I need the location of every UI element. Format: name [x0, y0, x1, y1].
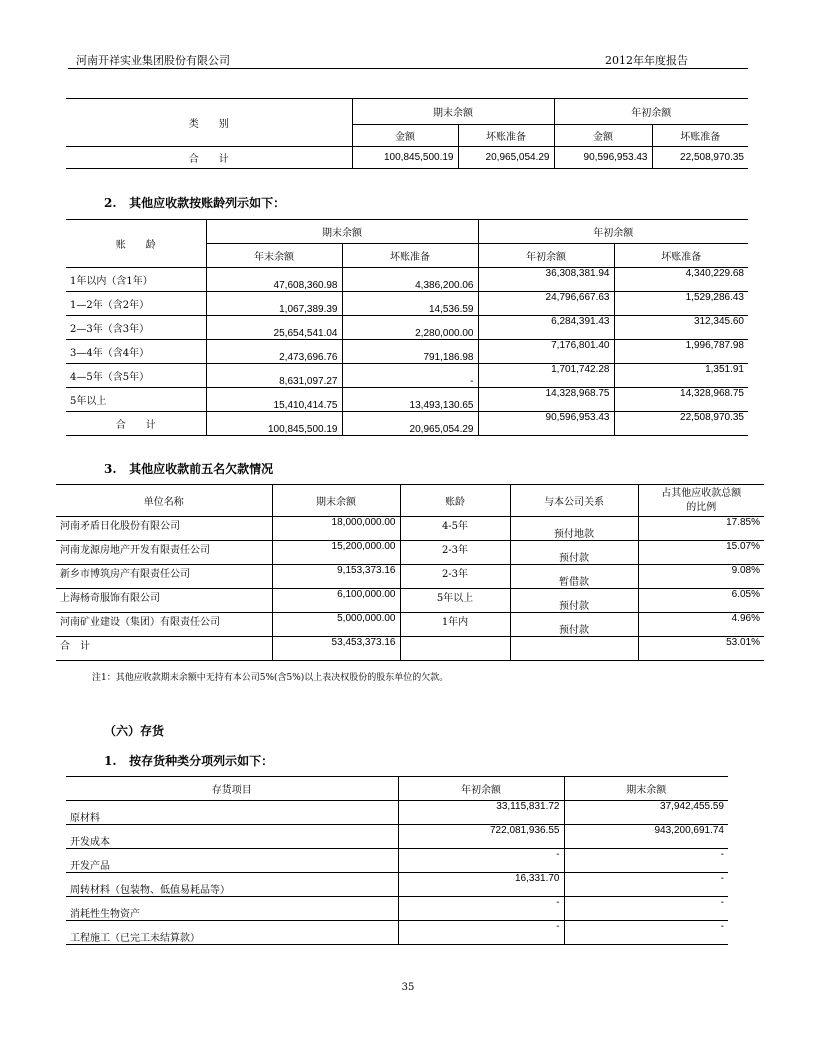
cell: 5年以上	[400, 589, 510, 613]
table-row	[56, 517, 764, 541]
cell: 14,328,968.75	[614, 388, 748, 412]
unit-name: 上海杨奇服饰有限公司	[56, 589, 272, 613]
row-label: 开发成本	[66, 825, 398, 849]
end-balance-header: 期末余额	[352, 99, 554, 125]
cell: 37,942,455.59	[564, 801, 728, 825]
cell: 4.96%	[638, 613, 764, 637]
section-heading	[104, 460, 273, 477]
table-row	[56, 613, 764, 637]
cell: 16,331.70	[398, 873, 564, 897]
footnote: 注1：其他应收款期末余额中无持有本公司5%(含5%)以上表决权股份的股东单位的欠款。	[92, 673, 449, 683]
total-label: 合 计	[66, 412, 206, 436]
end-balance-header: 期末余额	[206, 220, 478, 244]
page-number: 35	[401, 982, 415, 993]
cell: 20,965,054.29	[458, 147, 554, 169]
cell: 4,386,200.06	[342, 268, 478, 292]
cell: 6,100,000.00	[272, 589, 400, 613]
table-row	[66, 849, 728, 873]
cell: 100,845,500.19	[352, 147, 458, 169]
cell	[400, 637, 510, 661]
cell: 18,000,000.00	[272, 517, 400, 541]
unit-name: 河南矿业建设（集团）有限责任公司	[56, 613, 272, 637]
cell: 8,631,097.27	[206, 364, 342, 388]
bad-debt-header: 坏账准备	[342, 244, 478, 268]
cell: 4-5年	[400, 517, 510, 541]
row-label: 4—5年（含5年）	[66, 364, 206, 388]
cell: 90,596,953.43	[554, 147, 652, 169]
cell: 预付地款	[510, 517, 638, 541]
page-header	[68, 52, 748, 69]
cell: -	[564, 921, 728, 945]
cell: 2-3年	[400, 565, 510, 589]
bad-debt-header: 坏账准备	[652, 125, 748, 147]
cell: 22,508,970.35	[614, 412, 748, 436]
cell: 20,965,054.29	[342, 412, 478, 436]
total-label: 合 计	[66, 147, 352, 169]
cell: 24,796,667.63	[478, 292, 614, 316]
total-label: 合 计	[56, 637, 272, 661]
row-label: 1年以内（含1年）	[66, 268, 206, 292]
cell: 15,200,000.00	[272, 541, 400, 565]
cell: 1年内	[400, 613, 510, 637]
ratio-header-line2: 的比例	[686, 501, 717, 513]
section-title: 其他应收款按账龄列示如下：	[129, 196, 286, 210]
row-label: 消耗性生物资产	[66, 897, 398, 921]
table-row	[66, 147, 748, 169]
table-row	[56, 541, 764, 565]
cell: 312,345.60	[614, 316, 748, 340]
relation-header: 与本公司关系	[510, 485, 638, 517]
cell: 1,351.91	[614, 364, 748, 388]
cell: -	[564, 849, 728, 873]
section-title: 其他应收款前五名欠款情况	[129, 462, 274, 476]
bad-debt-header: 坏账准备	[614, 244, 748, 268]
cell: 33,115,831.72	[398, 801, 564, 825]
table-row	[56, 637, 764, 661]
row-label: 5年以上	[66, 388, 206, 412]
cell: 90,596,953.43	[478, 412, 614, 436]
cell: 预付款	[510, 541, 638, 565]
cell: 2,473,696.76	[206, 340, 342, 364]
row-label: 原材料	[66, 801, 398, 825]
table-row	[66, 801, 728, 825]
cell: 9.08%	[638, 565, 764, 589]
table-row	[66, 388, 748, 412]
row-label: 开发产品	[66, 849, 398, 873]
inventory-item-header: 存货项目	[66, 777, 398, 801]
amount-header: 金额	[554, 125, 652, 147]
section-number: 2.	[104, 196, 117, 210]
row-label: 2—3年（含3年）	[66, 316, 206, 340]
table-row	[66, 873, 728, 897]
cell: 17.85%	[638, 517, 764, 541]
cell: 5,000,000.00	[272, 613, 400, 637]
cell: 14,536.59	[342, 292, 478, 316]
unit-name: 河南矛盾日化股份有限公司	[56, 517, 272, 541]
section-heading	[104, 752, 273, 769]
cell: 15,410,414.75	[206, 388, 342, 412]
cell: -	[398, 897, 564, 921]
section-number: 3.	[104, 462, 117, 476]
row-label: 工程施工（已完工未结算款）	[66, 921, 398, 945]
cell: 9,153,373.16	[272, 565, 400, 589]
row-label: 3—4年（含4年）	[66, 340, 206, 364]
row-label: 1—2年（含2年）	[66, 292, 206, 316]
section-title: 按存货种类分项列示如下：	[129, 754, 274, 768]
cell: 预付款	[510, 613, 638, 637]
ratio-header	[638, 485, 764, 517]
cell: -	[398, 849, 564, 873]
cell: 2,280,000.00	[342, 316, 478, 340]
cell: 25,654,541.04	[206, 316, 342, 340]
cell: 2-3年	[400, 541, 510, 565]
table-row	[66, 292, 748, 316]
report-title: 2012年年度报告	[605, 54, 688, 67]
cell: 6.05%	[638, 589, 764, 613]
table-row	[66, 412, 748, 436]
cell: 53.01%	[638, 637, 764, 661]
summary-table	[66, 98, 748, 169]
table-row	[66, 897, 728, 921]
cell: 14,328,968.75	[478, 388, 614, 412]
cell: 943,200,691.74	[564, 825, 728, 849]
cell: -	[342, 364, 478, 388]
unit-name-header: 单位名称	[56, 485, 272, 517]
section-number: 1.	[104, 754, 117, 768]
year-end-balance-header: 年末余额	[206, 244, 342, 268]
year-begin-balance-header: 年初余额	[478, 244, 614, 268]
cell: -	[564, 897, 728, 921]
end-balance-header: 期末余额	[272, 485, 400, 517]
amount-header: 金额	[352, 125, 458, 147]
unit-name: 河南龙源房地产开发有限责任公司	[56, 541, 272, 565]
table-row	[66, 825, 728, 849]
cell: 53,453,373.16	[272, 637, 400, 661]
aging-table	[66, 219, 748, 436]
section-heading	[104, 194, 285, 211]
begin-balance-header: 年初余额	[398, 777, 564, 801]
cell: 15.07%	[638, 541, 764, 565]
row-label: 周转材料（包装物、低值易耗品等）	[66, 873, 398, 897]
cell: 13,493,130.65	[342, 388, 478, 412]
cell: 791,186.98	[342, 340, 478, 364]
company-name: 河南开祥实业集团股份有限公司	[76, 54, 230, 67]
table-row	[66, 364, 748, 388]
begin-balance-header: 年初余额	[554, 99, 748, 125]
cell: 1,067,389.39	[206, 292, 342, 316]
cell: 47,608,360.98	[206, 268, 342, 292]
end-balance-header: 期末余额	[564, 777, 728, 801]
cell: -	[398, 921, 564, 945]
begin-balance-header: 年初余额	[478, 220, 748, 244]
aging-header: 账龄	[400, 485, 510, 517]
table-row	[56, 589, 764, 613]
cell: 暂借款	[510, 565, 638, 589]
table-row	[66, 316, 748, 340]
cell: -	[564, 873, 728, 897]
ratio-header-line1: 占其他应收款总额	[661, 487, 742, 499]
section-heading: （六）存货	[104, 724, 165, 738]
aging-header: 账 龄	[66, 220, 206, 268]
unit-name: 新乡市博筑房产有限责任公司	[56, 565, 272, 589]
category-header: 类 别	[66, 99, 352, 147]
cell: 1,701,742.28	[478, 364, 614, 388]
table-row	[66, 921, 728, 945]
table-row	[66, 340, 748, 364]
cell: 6,284,391.43	[478, 316, 614, 340]
cell: 7,176,801.40	[478, 340, 614, 364]
table-row	[66, 268, 748, 292]
cell: 22,508,970.35	[652, 147, 748, 169]
cell: 36,308,381.94	[478, 268, 614, 292]
bad-debt-header: 坏账准备	[458, 125, 554, 147]
cell: 4,340,229.68	[614, 268, 748, 292]
cell: 100,845,500.19	[206, 412, 342, 436]
cell	[510, 637, 638, 661]
top-five-debtors-table	[56, 484, 764, 661]
table-row	[56, 565, 764, 589]
inventory-table	[66, 776, 728, 945]
cell: 722,081,936.55	[398, 825, 564, 849]
cell: 1,529,286.43	[614, 292, 748, 316]
cell: 预付款	[510, 589, 638, 613]
cell: 1,996,787.98	[614, 340, 748, 364]
